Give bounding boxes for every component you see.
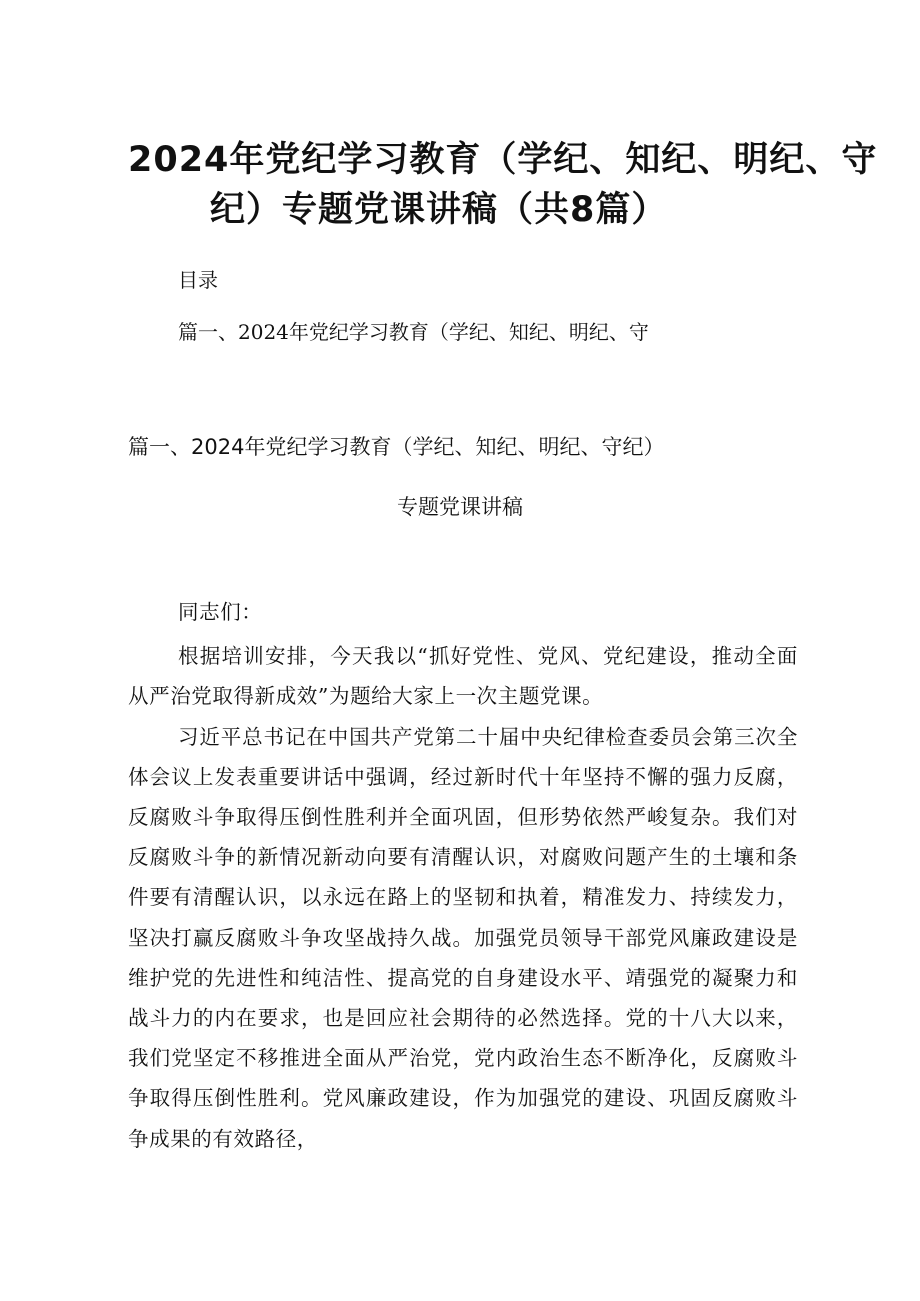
section-heading: 篇一、2024年党纪学习教育（学纪、知纪、明纪、守纪） <box>128 435 665 459</box>
document-title-line-2: 纪）专题党课讲稿（共8篇） <box>210 190 668 230</box>
paragraph-1: 根据培训安排，今天我以“抓好党性、党风、党纪建设，推动全面从严治党取得新成效”为题给大家上一次主题党课。 <box>128 644 798 709</box>
toc-item-1[interactable]: 篇一、2024年党纪学习教育（学纪、知纪、明纪、守 <box>178 320 649 344</box>
paragraph-2: 习近平总书记在中国共产党第二十届中央纪律检查委员会第三次全体会议上发表重要讲话中强调，经过新时代十年坚持不懈的强力反腐，反腐败斗争取得压倒性胜利并全面巩固，但形势依然严峻复杂。我们对反腐败斗争的新情况新动向要有清醒认识，对腐败问题产生的土壤和条件要有清醒认识，以永远在路上的坚韧和执着，精准发力、持续发力，坚决打赢反腐败斗争攻坚战持久战。加强党员领导干部党风廉政建设是维护党的先进性和纯洁性、提高党的自身建设水平、靖强党的凝聚力和战斗力的内在要求，也是回应社会期待的必然选择。党的十八大以来，我们党坚定不移推进全面从严治党，党内政治生态不断净化，反腐败斗争取得压倒性胜利。党风廉政建设，作为加强党的建设、巩固反腐败斗争成果的有效路径， <box>128 724 798 1151</box>
salutation: 同志们： <box>178 600 263 624</box>
document-title-line-1: 2024年党纪学习教育（学纪、知纪、明纪、守 <box>128 140 878 180</box>
body-text <box>128 592 798 1159</box>
document-title <box>128 135 878 235</box>
section-subtitle: 专题党课讲稿 <box>397 495 523 519</box>
toc-label: 目录 <box>178 268 218 292</box>
